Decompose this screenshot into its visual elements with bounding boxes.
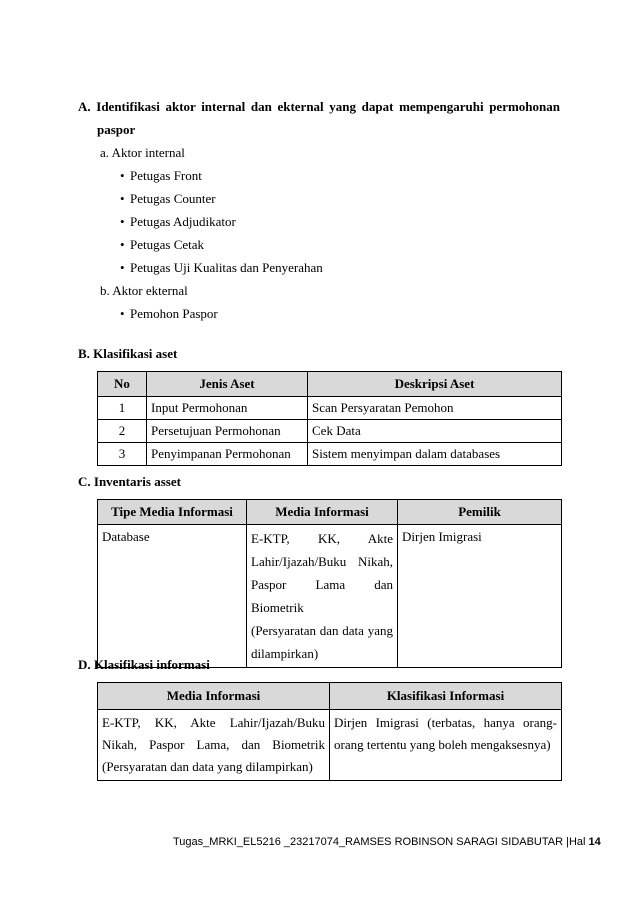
table-row [98,525,562,668]
table-cell: Cek Data [308,420,562,443]
table-cell [98,710,330,781]
page-number: 14 [588,836,601,848]
table-cell: Input Permohonan [147,397,308,420]
table-cell: Database [98,525,247,668]
table-cell: Scan Persyaratan Pemohon [308,397,562,420]
table-cell: Dirjen Imigrasi [398,525,562,668]
cell-line: Nikah, Paspor Lama, dan Biometrik [102,737,325,752]
table-cell: 1 [98,397,147,420]
cell-line: (Persyaratan dan data yang dilampirkan) [102,759,313,774]
cell-line: Dirjen Imigrasi (terbatas, hanya orang- [334,715,557,730]
information-classification-table [97,682,562,781]
table-header: Pemilik [398,500,562,525]
table-cell: 3 [98,443,147,466]
list-item: • Petugas Front [120,168,202,184]
table-header: Deskripsi Aset [308,372,562,397]
asset-classification-table [97,371,562,466]
section-b-heading: B. Klasifikasi aset [78,346,178,361]
table-cell [330,710,562,781]
table-header: Klasifikasi Informasi [330,683,562,710]
section-d-heading: D. Klasifikasi informasi [78,657,210,672]
cell-line: (Persyaratan dan data yang [251,623,393,638]
page-footer [173,836,601,848]
cell-line: Paspor Lama dan Biometrik [251,577,393,615]
cell-line: E-KTP, KK, Akte [251,531,393,546]
table-header: Tipe Media Informasi [98,500,247,525]
cell-line: E-KTP, KK, Akte Lahir/Ijazah/Buku [102,715,325,730]
table-cell: Persetujuan Permohonan [147,420,308,443]
table-cell: 2 [98,420,147,443]
list-item: • Petugas Adjudikator [120,214,236,230]
cell-line: dilampirkan) [251,646,319,661]
table-header: Media Informasi [247,500,398,525]
table-row [98,710,562,781]
table-row [98,420,562,443]
table-row [98,397,562,420]
cell-line: orang tertentu yang boleh mengaksesnya) [334,737,551,752]
list-item: • Petugas Counter [120,191,216,207]
table-header: Media Informasi [98,683,330,710]
section-c-heading: C. Inventaris asset [78,474,181,489]
section-a-heading: A. Identifikasi aktor internal dan ekternal yang dapat mempengaruhi permohonan [78,99,560,114]
section-a-heading-cont: paspor [97,122,136,137]
cell-line: Lahir/Ijazah/Buku Nikah, [251,554,393,569]
list-item: • Petugas Cetak [120,237,204,253]
table-cell [247,525,398,668]
list-item: • Pemohon Paspor [120,306,218,322]
table-header: Jenis Aset [147,372,308,397]
table-row [98,443,562,466]
table-header: No [98,372,147,397]
external-actor-label: b. Aktor ekternal [100,283,188,298]
footer-text: Tugas_MRKI_EL5216 _23217074_RAMSES ROBINSON SARAGI SIDABUTAR |Hal [173,836,589,848]
asset-inventory-table [97,499,562,668]
table-cell: Sistem menyimpan dalam databases [308,443,562,466]
internal-actor-label: a. Aktor internal [100,145,185,160]
list-item: • Petugas Uji Kualitas dan Penyerahan [120,260,323,276]
table-cell: Penyimpanan Permohonan [147,443,308,466]
